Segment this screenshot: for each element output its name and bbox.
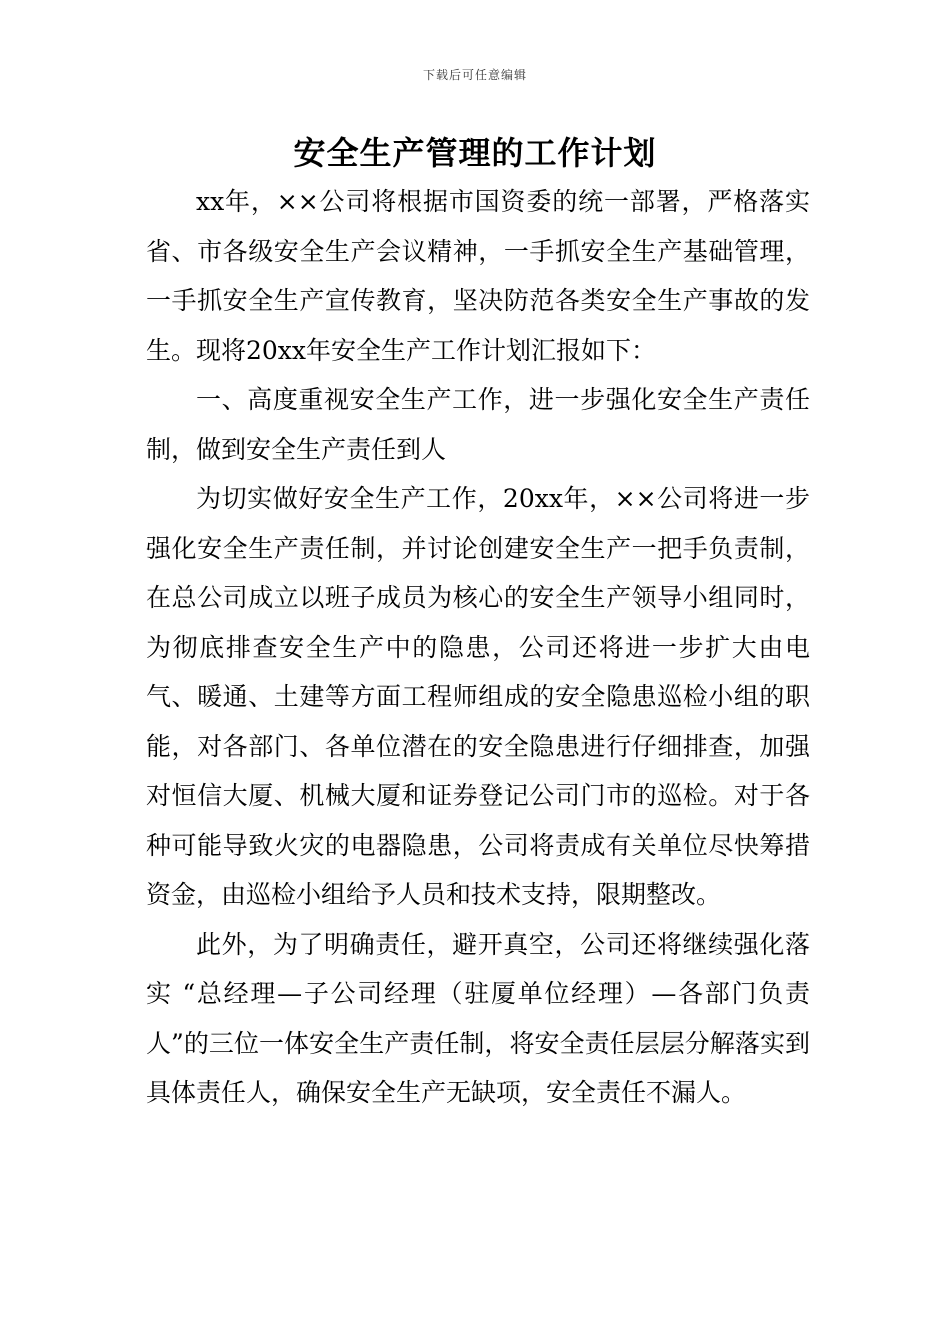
document-title: 安全生产管理的工作计划 — [293, 134, 657, 172]
paragraph-accountability: 此外，为了明确责任，避开真空，公司还将继续强化落实 “总经理—子公司经理（驻厦单位经理）—各部门负责人”的三位一体安全生产责任制，将安全责任层层分解落实到具体责任人，确保安全生产无缺项，安全责任不漏人。 — [146, 929, 810, 1107]
document-body — [146, 177, 810, 1118]
paragraph-heading-1: 一、高度重视安全生产工作，进一步强化安全生产责任制，做到安全生产责任到人 — [146, 385, 810, 464]
paragraph-responsibility: 为切实做好安全生产工作，20xx年，××公司将进一步强化安全生产责任制，并讨论创建安全生产一把手负责制，在总公司成立以班子成员为核心的安全生产领导小组同时，为彻底排查安全生产中的隐患，公司还将进一步扩大由电气、暖通、土建等方面工程师组成的安全隐患巡检小组的职能，对各部门、各单位潜在的安全隐患进行仔细排查，加强对恒信大厦、机械大厦和证券登记公司门市的巡检。对于各种可能导致火灾的电器隐患，公司将责成有关单位尽快筹措资金，由巡检小组给予人员和技术支持，限期整改。 — [146, 484, 810, 909]
paragraph-intro: xx年，××公司将根据市国资委的统一部署，严格落实省、市各级安全生产会议精神，一手抓安全生产基础管理，一手抓安全生产宣传教育，坚决防范各类安全生产事故的发生。现将20xx年安全生产工作计划汇报如下： — [146, 187, 810, 365]
header-note: 下载后可任意编辑 — [422, 68, 527, 82]
